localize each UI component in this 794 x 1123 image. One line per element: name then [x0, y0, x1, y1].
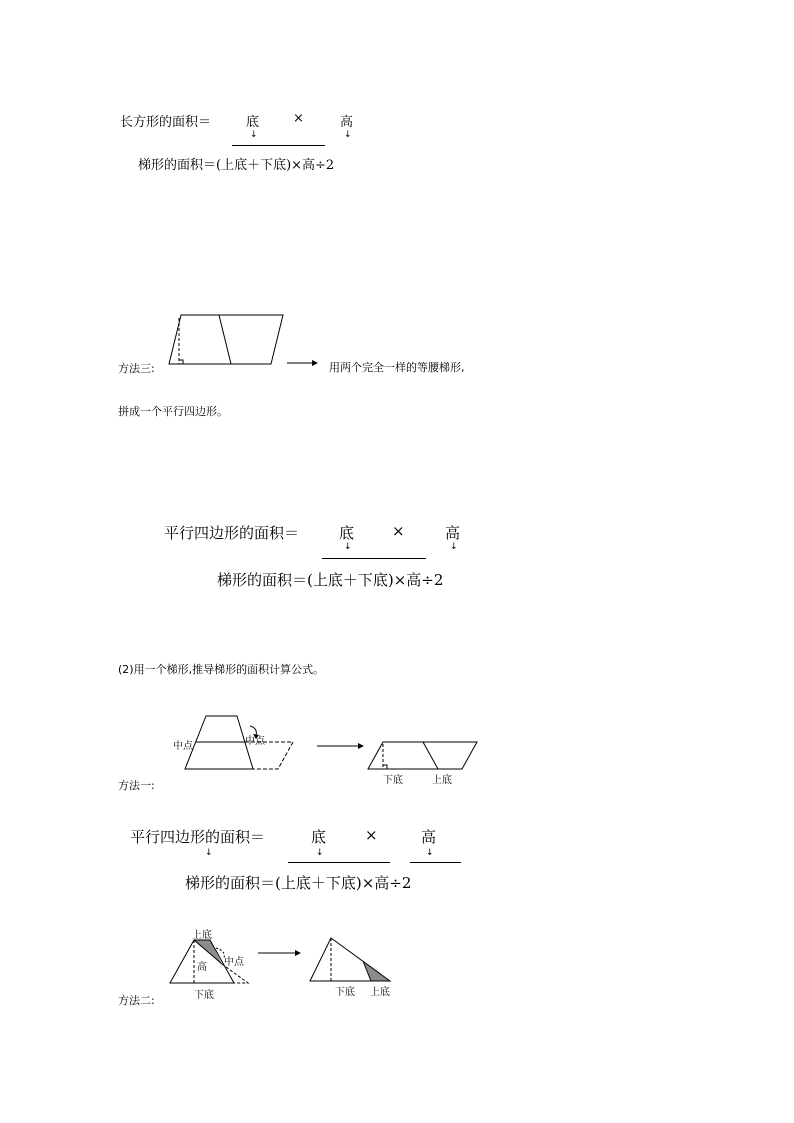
times-sign: × [365, 826, 378, 844]
down-arrow-icon: ↓ [344, 130, 352, 140]
base-label: 底 [246, 115, 260, 130]
down-arrow-icon: ↓ [205, 848, 213, 858]
method-3-desc-line2: 拼成一个平行四边形。 [118, 405, 228, 418]
height-label-small: 高 [197, 962, 207, 973]
rect-area-label: 长方形的面积＝ [120, 115, 212, 130]
parallelogram-area-label: 平行四边形的面积＝ [164, 524, 300, 542]
height-label: 高 [340, 115, 354, 130]
times-sign: × [392, 522, 405, 540]
midpoint-label-left: 中点 [173, 741, 193, 752]
midpoint-label-right: 中点 [245, 736, 265, 747]
divider-line [410, 862, 461, 863]
height-label: 高 [445, 524, 461, 542]
method-3-desc-line1: 用两个完全一样的等腰梯形, [329, 361, 465, 374]
trapezoid-cut-figure [180, 712, 300, 774]
method-2-label: 方法二: [118, 994, 155, 1007]
trapezoid-area-formula: 梯形的面积＝(上底＋下底)×高÷2 [185, 874, 412, 892]
base-label: 底 [339, 524, 355, 542]
result-parallelogram-figure [366, 738, 480, 772]
down-arrow-icon: ↓ [250, 130, 258, 140]
height-label: 高 [421, 828, 437, 846]
result-triangle-figure [308, 932, 394, 984]
right-arrow-icon [317, 742, 365, 750]
down-arrow-icon: ↓ [344, 542, 352, 552]
divider-line [232, 145, 325, 146]
parallelogram-figure [168, 312, 286, 368]
midpoint-label: 中点 [224, 957, 244, 968]
times-sign: × [293, 111, 304, 126]
upper-base-label: 上底 [192, 930, 212, 941]
divider-line [288, 862, 390, 863]
trapezoid-area-formula: 梯形的面积＝(上底＋下底)×高÷2 [138, 158, 335, 173]
part-2-heading: (2)用一个梯形,推导梯形的面积计算公式。 [118, 663, 325, 676]
down-arrow-icon: ↓ [316, 848, 324, 858]
right-arrow-icon [287, 359, 319, 367]
parallelogram-area-label: 平行四边形的面积＝ [130, 828, 266, 846]
right-arrow-icon [258, 949, 302, 957]
upper-base-label: 上底 [432, 775, 452, 786]
divider-line [322, 558, 426, 559]
base-label: 底 [311, 828, 327, 846]
down-arrow-icon: ↓ [450, 542, 458, 552]
lower-base-label: 下底 [383, 775, 403, 786]
method-3-label: 方法三: [118, 362, 155, 375]
method-1-label: 方法一: [118, 779, 155, 792]
lower-base-label: 下底 [194, 990, 214, 1001]
result-lower-base-label: 下底 [335, 987, 355, 998]
result-upper-base-label: 上底 [370, 987, 390, 998]
down-arrow-icon: ↓ [426, 848, 434, 858]
trapezoid-area-formula: 梯形的面积＝(上底＋下底)×高÷2 [217, 571, 444, 589]
